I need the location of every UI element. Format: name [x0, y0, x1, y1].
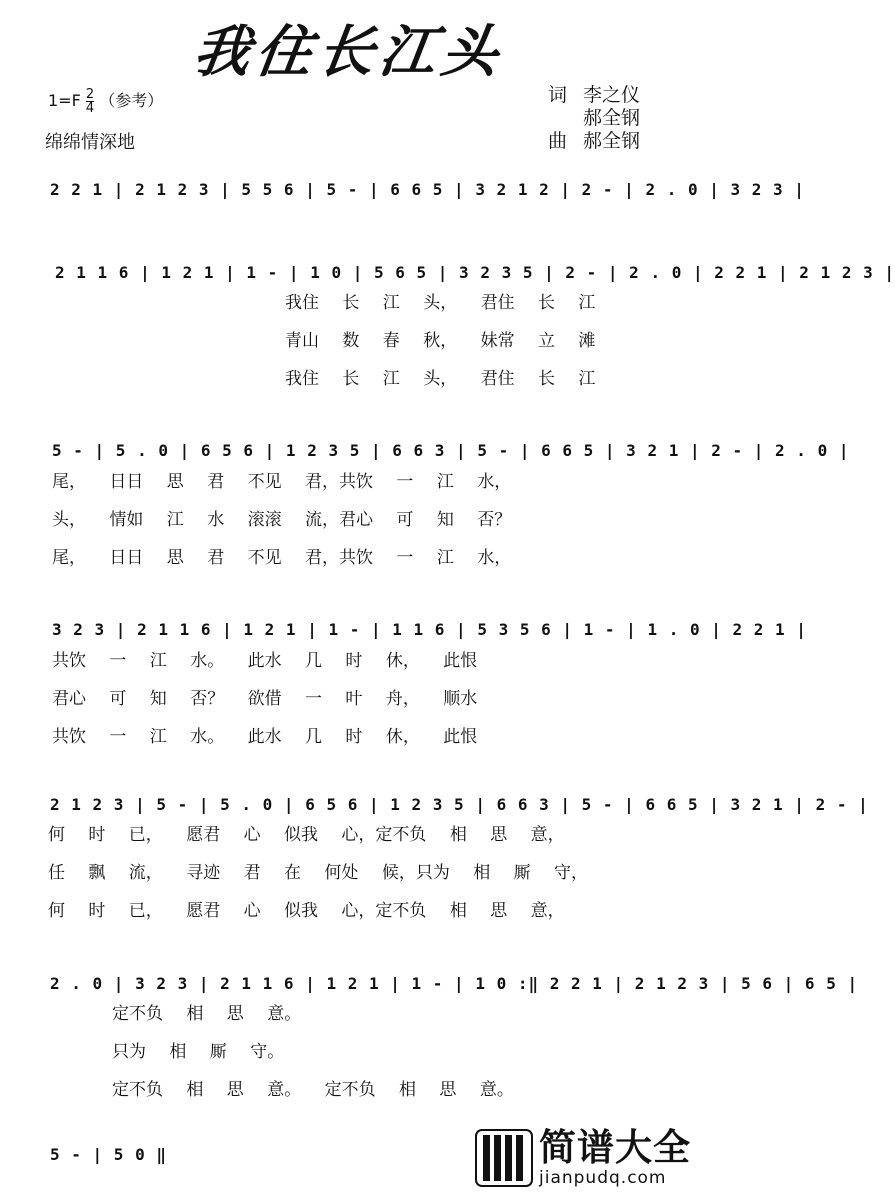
time-numerator: 2	[85, 87, 95, 102]
time-denominator: 4	[85, 101, 95, 116]
lyricist: 李之仪	[583, 84, 641, 106]
lyric-line-6-verse-2: 只为 相 厮 守。	[112, 1042, 285, 1062]
notation-line-5: 2 1 2 3 | 5 - | 5 . 0 | 6 5 6 | 1 2 3 5 | 6 6 3 | 5 - | 6 6 5 | 3 2 1 | 2 - |	[50, 795, 869, 814]
lyric-line-4-verse-2: 君心 可 知 否？ 欲借 一 叶 舟， 顺水	[52, 689, 478, 709]
site-logo	[475, 1128, 691, 1188]
lyric-line-2-verse-1: 我住 长 江 头， 君住 长 江	[285, 293, 596, 313]
song-title: 我住长江头	[189, 19, 509, 85]
lyric-line-5-verse-3: 何 时 已， 愿君 心 似我 心，定不负 相 思 意，	[48, 901, 565, 921]
logo-name: 简谱大全	[539, 1126, 691, 1169]
notation-line-2: 2 1 1 6 | 1 2 1 | 1 - | 1 0 | 5 6 5 | 3 2 3 5 | 2 - | 2 . 0 | 2 2 1 | 2 1 2 3 |	[55, 263, 895, 282]
expression-mark: 绵绵情深地	[45, 132, 135, 153]
lyric-line-5-verse-1: 何 时 已， 愿君 心 似我 心，定不负 相 思 意，	[48, 825, 565, 845]
lyric-line-2-verse-3: 我住 长 江 头， 君住 长 江	[285, 369, 596, 389]
lyric-line-3-verse-2: 头， 情如 江 水 滚滚 流，君心 可 知 否？	[52, 510, 512, 530]
lyric-line-3-verse-1: 尾， 日日 思 君 不见 君，共饮 一 江 水，	[52, 472, 512, 492]
notation-line-4: 3 2 3 | 2 1 1 6 | 1 2 1 | 1 - | 1 1 6 | 5 3 5 6 | 1 - | 1 . 0 | 2 2 1 |	[52, 620, 807, 639]
composer: 郝全钢	[583, 130, 641, 152]
lyric-label: 词	[548, 84, 568, 106]
time-signature	[86, 88, 94, 115]
key-signature	[48, 88, 163, 115]
lyric-line-4-verse-3: 共饮 一 江 水。 此水 几 时 休， 此恨	[52, 727, 478, 747]
music-label: 曲	[548, 130, 568, 152]
logo-url: jianpudq.com	[539, 1168, 667, 1188]
key: 1=F	[48, 91, 81, 110]
lyric-line-4-verse-1: 共饮 一 江 水。 此水 几 时 休， 此恨	[52, 651, 478, 671]
lyric-adapter: 郝全钢	[583, 107, 641, 129]
lyric-line-6-verse-1: 定不负 相 思 意。	[112, 1004, 302, 1024]
notation-line-1: 2 2 1 | 2 1 2 3 | 5 5 6 | 5 - | 6 6 5 | 3 2 1 2 | 2 - | 2 . 0 | 3 2 3 |	[50, 180, 805, 199]
lyric-line-3-verse-3: 尾， 日日 思 君 不见 君，共饮 一 江 水，	[52, 548, 512, 568]
lyric-line-2-verse-2: 青山 数 春 秋， 妹常 立 滩	[285, 331, 596, 351]
notation-line-7: 5 - | 5 0 ‖	[50, 1145, 167, 1164]
notation-line-6: 2 . 0 | 3 2 3 | 2 1 1 6 | 1 2 1 | 1 - | 1 0 :‖ 2 2 1 | 2 1 2 3 | 5 6 | 6 5 |	[50, 974, 859, 993]
notation-line-3: 5 - | 5 . 0 | 6 5 6 | 1 2 3 5 | 6 6 3 | 5 - | 6 6 5 | 3 2 1 | 2 - | 2 . 0 |	[52, 441, 850, 460]
piano-keys-icon	[475, 1129, 533, 1187]
reference-note: （参考）	[99, 91, 164, 110]
lyric-line-5-verse-2: 任 飘 流， 寻迹 君 在 何处 候，只为 相 厮 守，	[48, 863, 589, 883]
lyric-line-6-verse-3: 定不负 相 思 意。 定不负 相 思 意。	[112, 1080, 514, 1100]
